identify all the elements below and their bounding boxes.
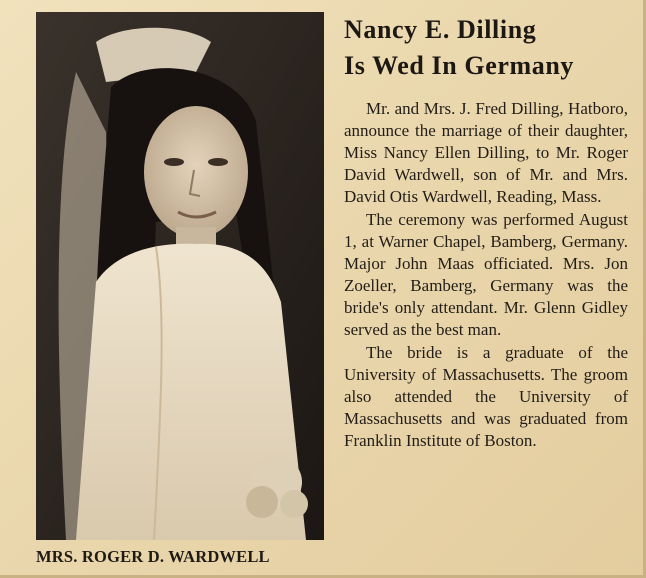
headline-line-2: Is Wed In Germany [344,51,575,80]
bride-photo [36,12,324,540]
headline-line-1: Nancy E. Dilling [344,15,537,44]
article-body [344,98,628,453]
article-paragraph: Mr. and Mrs. J. Fred Dilling, Hatboro, announce the marriage of their daughter, Miss Nancy Ellen Dilling, to Mr. Roger David Wardwell, son of Mr. and Mrs. David Otis Wardwell, Reading, Mass. [344,99,628,206]
article-paragraph: The ceremony was performed August 1, at Warner Chapel, Bamberg, Germany. Major John Maas officiated. Mrs. Jon Zoeller, Bamberg, Germany was the bride's only attendant. Mr. Glenn Gidley served as the best man. [344,210,628,339]
article-paragraph: The bride is a graduate of the University of Massachusetts. The groom also attended the University of Massachusetts and was graduated from Franklin Institute of Boston. [344,343,628,450]
photo-caption: MRS. ROGER D. WARDWELL [36,547,270,566]
headline [344,12,634,84]
